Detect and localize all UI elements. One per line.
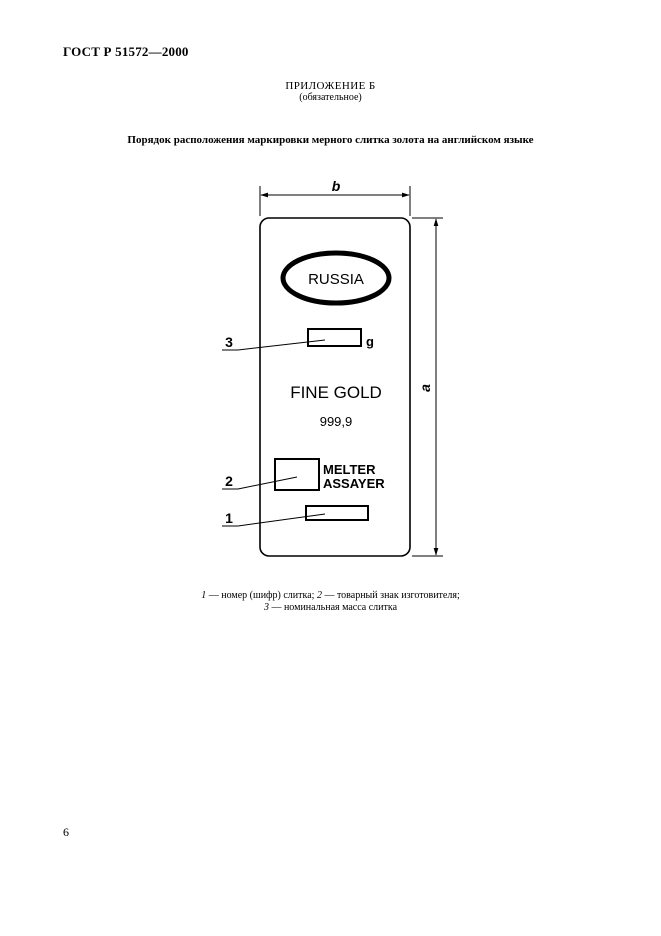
caption-item-1-text: — номер (шифр) слитка; [206, 590, 317, 601]
figure-caption [0, 590, 661, 614]
appendix-status: (обязательное) [299, 92, 362, 103]
height-label: a [417, 384, 433, 392]
callout-number: 2 [225, 473, 233, 489]
fineness-label: 999,9 [319, 414, 353, 429]
caption-item-3-text: — номинальная масса слитка [268, 602, 398, 613]
caption-item-1-number: 1 [201, 590, 207, 601]
caption-line-1 [0, 590, 661, 602]
assayer-label: ASSAYER [323, 476, 385, 491]
fine-gold-label: FINE GOLD [290, 383, 382, 402]
trademark-box [275, 459, 319, 490]
mass-box [308, 329, 361, 346]
width-label: b [331, 178, 341, 194]
melter-label: MELTER [323, 462, 376, 477]
callout-3 [222, 334, 325, 350]
caption-item-2-text: — товарный знак изготовителя; [321, 590, 460, 601]
callout-1 [222, 510, 325, 526]
caption-item-3-number: 3 [263, 602, 269, 613]
serial-box [306, 506, 368, 520]
country-label: RUSSIA [308, 271, 364, 288]
width-dimension [260, 178, 410, 216]
standard-code: ГОСТ Р 51572—2000 [63, 44, 189, 59]
caption-line-2 [0, 602, 661, 614]
callout-number: 1 [225, 510, 233, 526]
callout-number: 3 [225, 334, 233, 350]
height-dimension [412, 218, 443, 556]
mass-unit-label: g [366, 334, 374, 349]
appendix-title: ПРИЛОЖЕНИЕ Б [285, 80, 376, 92]
caption-item-2-number: 2 [316, 590, 322, 601]
page-number: 6 [63, 825, 69, 839]
figure-heading: Порядок расположения маркировки мерного слитка золота на английском языке [127, 134, 534, 146]
